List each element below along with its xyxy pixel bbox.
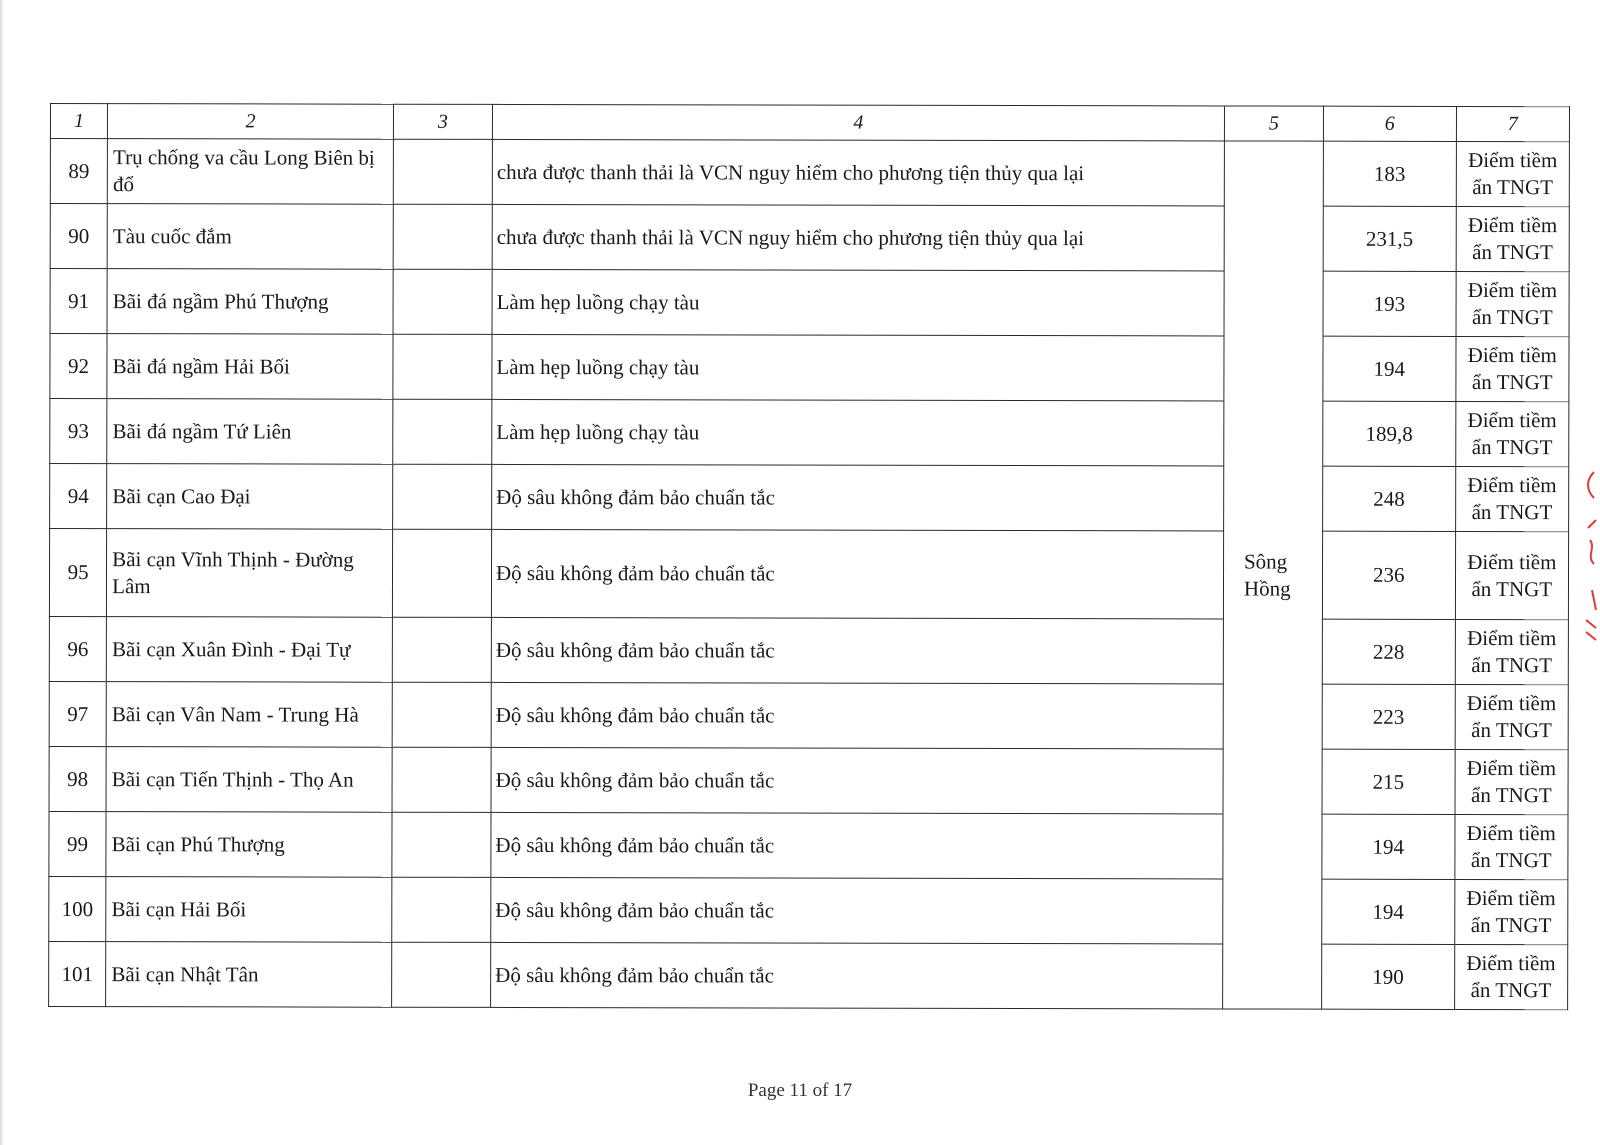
km-marker: 231,5 xyxy=(1323,206,1456,271)
row-number: 94 xyxy=(50,464,107,529)
note-cell: Điểm tiềm ẩn TNGT xyxy=(1456,206,1569,271)
obstacle-description: Độ sâu không đảm bảo chuẩn tắc xyxy=(491,942,1223,1009)
note-cell: Điểm tiềm ẩn TNGT xyxy=(1456,336,1569,401)
col3-cell xyxy=(392,529,491,617)
note-cell: Điểm tiềm ẩn TNGT xyxy=(1455,401,1568,466)
table-row xyxy=(49,616,1568,684)
row-number: 90 xyxy=(50,204,107,269)
page-number-footer: Page 11 of 17 xyxy=(747,1080,853,1101)
km-marker: 223 xyxy=(1322,684,1455,749)
km-marker: 183 xyxy=(1323,141,1456,206)
page-edge-shadow xyxy=(0,0,4,1145)
obstacle-name: Bãi cạn Tiến Thịnh - Thọ An xyxy=(106,747,392,813)
note-cell: Điểm tiềm ẩn TNGT xyxy=(1455,466,1568,531)
obstacle-name: Bãi đá ngầm Hải Bối xyxy=(107,334,393,400)
obstacle-description: Làm hẹp luồng chạy tàu xyxy=(492,334,1224,401)
row-number: 97 xyxy=(49,681,106,746)
col3-cell xyxy=(392,877,491,942)
header-col-3: 3 xyxy=(393,104,492,139)
obstacle-name: Bãi cạn Xuân Đình - Đại Tự xyxy=(106,617,392,683)
km-marker: 194 xyxy=(1322,879,1455,944)
table-row xyxy=(49,529,1568,620)
obstacle-description: Độ sâu không đảm bảo chuẩn tắc xyxy=(491,682,1223,749)
note-cell: Điểm tiềm ẩn TNGT xyxy=(1454,944,1567,1009)
obstacle-table xyxy=(48,103,1570,1010)
km-marker: 194 xyxy=(1322,814,1455,879)
obstacle-description: Độ sâu không đảm bảo chuẩn tắc xyxy=(491,877,1223,944)
table-row xyxy=(49,941,1568,1009)
obstacle-description: Làm hẹp luồng chạy tàu xyxy=(492,269,1224,336)
stamp-edge-mark xyxy=(1582,470,1600,650)
col3-cell xyxy=(393,204,492,269)
col3-cell xyxy=(392,682,491,747)
header-col-5: 5 xyxy=(1224,106,1323,141)
km-marker: 228 xyxy=(1322,619,1455,684)
row-number: 92 xyxy=(50,334,107,399)
km-marker: 215 xyxy=(1322,749,1455,814)
table-row xyxy=(50,269,1569,337)
river-name: Sông Hồng xyxy=(1223,141,1324,1009)
header-col-6: 6 xyxy=(1323,106,1456,141)
obstacle-description: Làm hẹp luồng chạy tàu xyxy=(492,399,1224,466)
obstacle-description: Độ sâu không đảm bảo chuẩn tắc xyxy=(491,747,1223,814)
obstacle-description: Độ sâu không đảm bảo chuẩn tắc xyxy=(491,529,1223,619)
table-row xyxy=(50,399,1569,467)
note-cell: Điểm tiềm ẩn TNGT xyxy=(1455,814,1568,879)
note-cell: Điểm tiềm ẩn TNGT xyxy=(1455,619,1568,684)
table-row xyxy=(49,876,1568,944)
col3-cell xyxy=(393,334,492,399)
obstacle-description: Độ sâu không đảm bảo chuẩn tắc xyxy=(491,812,1223,879)
col3-cell xyxy=(392,942,491,1007)
row-number: 100 xyxy=(49,876,106,941)
obstacle-name: Bãi cạn Hải Bối xyxy=(106,877,392,943)
km-marker: 236 xyxy=(1322,531,1455,619)
row-number: 93 xyxy=(50,399,107,464)
col3-cell xyxy=(393,139,492,204)
obstacle-description: Độ sâu không đảm bảo chuẩn tắc xyxy=(491,617,1223,684)
col3-cell xyxy=(393,399,492,464)
obstacle-description: chưa được thanh thải là VCN nguy hiểm cho phương tiện thủy qua lại xyxy=(492,204,1224,271)
obstacle-name: Bãi cạn Nhật Tân xyxy=(106,942,392,1008)
table-row xyxy=(49,746,1568,814)
row-number: 89 xyxy=(50,139,107,204)
row-number: 95 xyxy=(49,529,106,617)
header-col-2: 2 xyxy=(108,104,394,140)
table-row xyxy=(49,681,1568,749)
km-marker: 190 xyxy=(1322,944,1455,1009)
obstacle-name: Bãi cạn Cao Đại xyxy=(107,464,393,530)
header-row xyxy=(50,104,1569,142)
obstacle-name: Bãi cạn Vân Nam - Trung Hà xyxy=(106,682,392,748)
obstacle-name: Bãi cạn Vĩnh Thịnh - Đường Lâm xyxy=(107,529,393,618)
note-cell: Điểm tiềm ẩn TNGT xyxy=(1456,141,1569,206)
row-number: 98 xyxy=(49,746,106,811)
obstacle-name: Bãi cạn Phú Thượng xyxy=(106,812,392,878)
note-cell: Điểm tiềm ẩn TNGT xyxy=(1456,271,1569,336)
table-row xyxy=(50,334,1569,402)
col3-cell xyxy=(392,617,491,682)
note-cell: Điểm tiềm ẩn TNGT xyxy=(1455,531,1569,619)
header-col-7: 7 xyxy=(1456,106,1569,141)
col3-cell xyxy=(393,269,492,334)
obstacle-description: chưa được thanh thải là VCN nguy hiểm cho phương tiện thủy qua lại xyxy=(492,139,1224,206)
col3-cell xyxy=(393,464,492,529)
note-cell: Điểm tiềm ẩn TNGT xyxy=(1455,749,1568,814)
table-row xyxy=(50,464,1569,532)
km-marker: 193 xyxy=(1323,271,1456,336)
note-cell: Điểm tiềm ẩn TNGT xyxy=(1454,879,1567,944)
col3-cell xyxy=(392,747,491,812)
row-number: 99 xyxy=(49,811,106,876)
table-row xyxy=(50,139,1569,207)
obstacle-name: Bãi đá ngầm Phú Thượng xyxy=(107,269,393,335)
header-col-1: 1 xyxy=(50,104,107,139)
obstacle-name: Tàu cuốc đắm xyxy=(107,204,393,270)
note-cell: Điểm tiềm ẩn TNGT xyxy=(1455,684,1568,749)
col3-cell xyxy=(392,812,491,877)
km-marker: 248 xyxy=(1323,466,1456,531)
row-number: 96 xyxy=(49,616,106,681)
row-number: 91 xyxy=(50,269,107,334)
table-row xyxy=(50,204,1569,272)
km-marker: 194 xyxy=(1323,336,1456,401)
obstacle-description: Độ sâu không đảm bảo chuẩn tắc xyxy=(492,464,1224,531)
km-marker: 189,8 xyxy=(1323,401,1456,466)
obstacle-name: Trụ chống va cầu Long Biên bị đổ xyxy=(107,139,393,205)
table-row xyxy=(49,811,1568,879)
row-number: 101 xyxy=(49,941,106,1006)
header-col-4: 4 xyxy=(492,104,1224,141)
obstacle-name: Bãi đá ngầm Tứ Liên xyxy=(107,399,393,465)
